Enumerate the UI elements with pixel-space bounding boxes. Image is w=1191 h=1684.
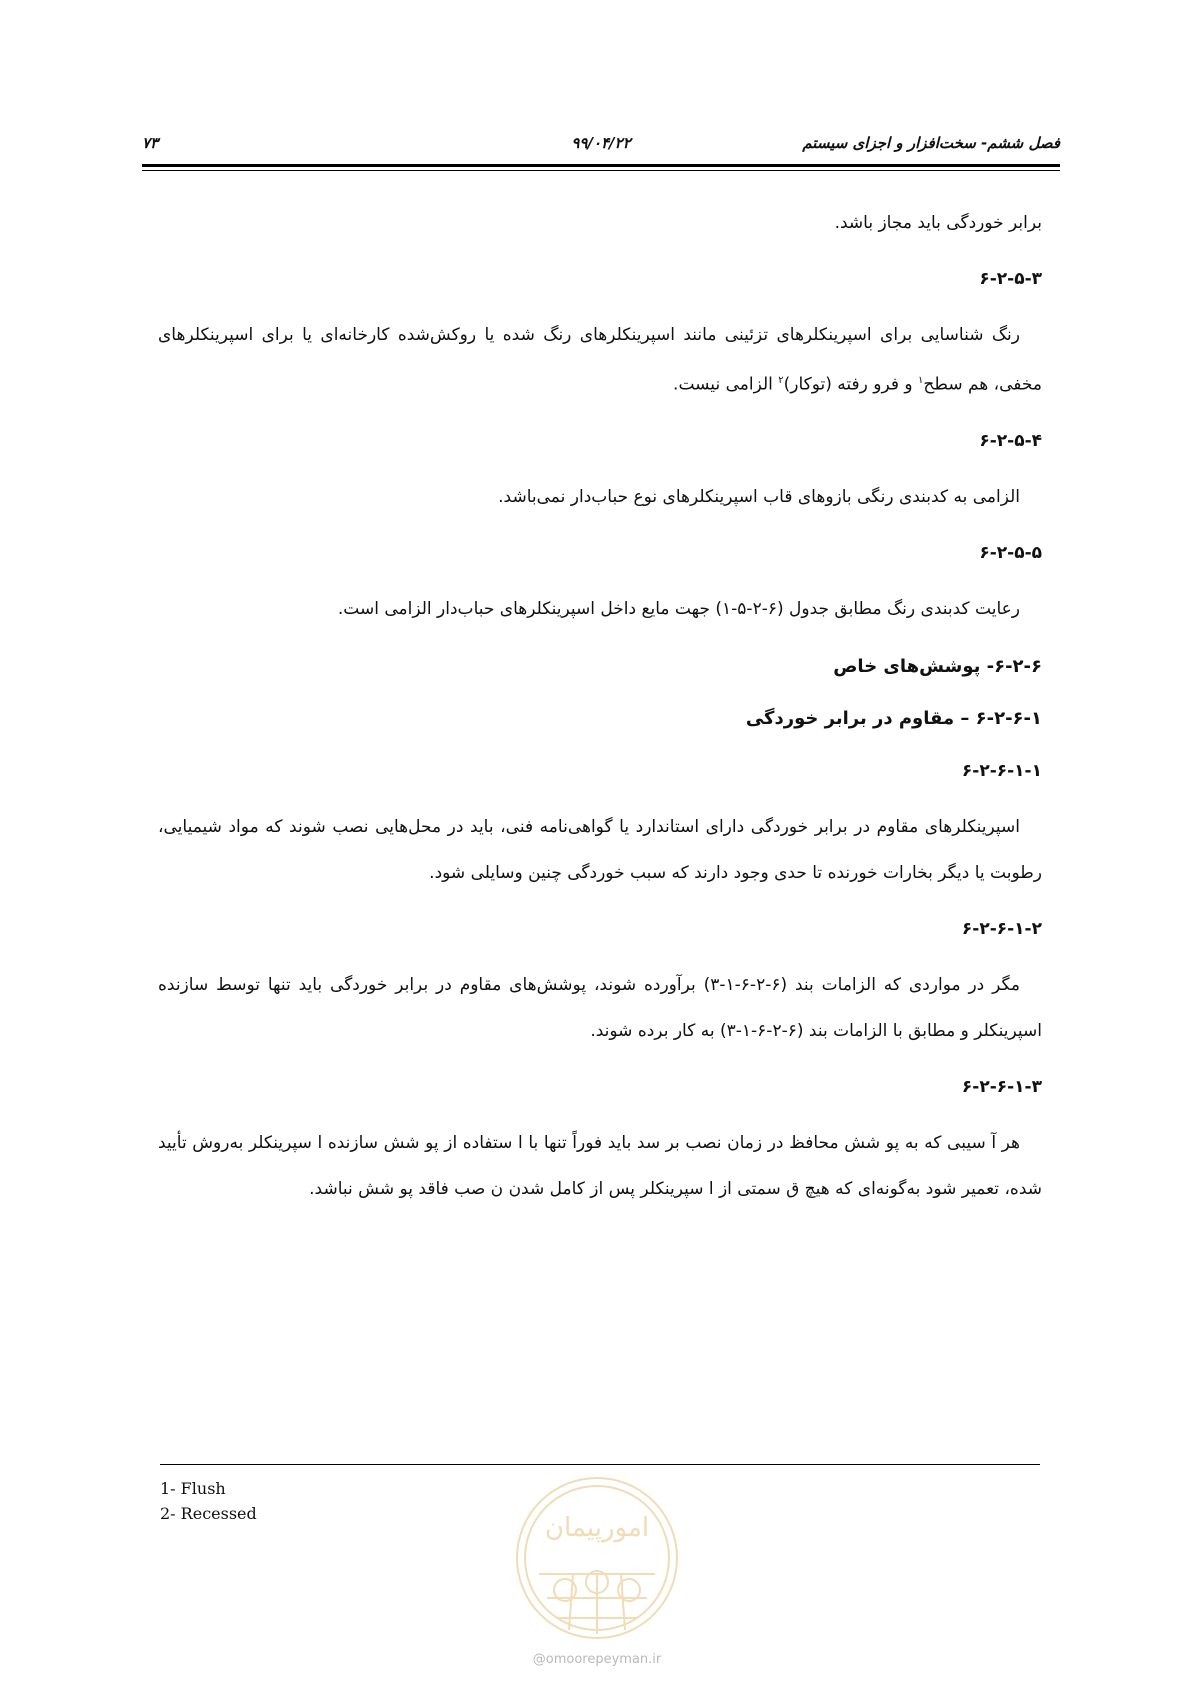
paragraph: رنگ شناسایی برای اسپرینکلرهای تزئینی مانند اسپرینکلرهای رنگ شده یا روکش‌شده کارخانه‌ای یا برای اسپرینکلرهای مخفی، هم سطح$^۱$ و فرو رفته (توکار)$^۲$ الزامی نیست. [158,325,1042,395]
footnote-item: 1- Flush [160,1479,226,1498]
paragraph: رعایت کدبندی رنگ مطابق جدول (۶-۲-۵-۱) جهت مایع داخل اسپرینکلرهای حباب‌دار الزامی است. [337,598,1020,619]
page-number: ۷۳ [142,134,159,152]
svg-text:امورپیمان: امورپیمان [544,1513,650,1543]
footnote-separator [160,1464,1040,1465]
section-number: ۶-۲-۵-۴ [979,430,1042,451]
section-heading: ۶-۲-۶-۱ – مقاوم در برابر خوردگی [745,707,1042,729]
watermark-seal-icon [513,1474,681,1642]
section-number: ۶-۲-۵-۳ [979,269,1042,289]
footnotes [160,1476,257,1526]
page-header [142,128,1060,158]
section-number: ۶-۲-۶-۱-۲ [961,918,1042,939]
section-number: ۶-۲-۵-۵ [979,542,1042,563]
section-heading: ۶-۲-۶- پوشش‌های خاص [833,655,1042,677]
footnote-item: 2- Recessed [160,1504,257,1523]
watermark-url: @omoorepeyman.ir [532,1652,662,1667]
header-rule-thin [142,170,1060,171]
paragraph: الزامی به کدبندی رنگی بازوهای قاب اسپرینکلرهای نوع حباب‌دار نمی‌باشد. [498,486,1020,507]
document-body [158,200,1042,1212]
paragraph: مگر در مواردی که الزامات بند (۶-۲-۶-۱-۳) برآورده شوند، پوشش‌های مقاوم در برابر خوردگی باید تنها توسط سازنده اسپرینکلر و مطابق با الزامات بند (۶-۲-۶-۱-۳) به کار برده شوند. [158,974,1042,1041]
section-number: ۶-۲-۶-۱-۳ [961,1076,1042,1097]
paragraph: برابر خوردگی باید مجاز باشد. [834,213,1042,233]
header-date: ۹۹/۰۴/۲۲ [571,134,631,152]
paragraph: هر آ سیبی که به پو شش محافظ در زمان نصب بر سد باید فوراً تنها با ا ستفاده از پو شش سازنده ا سپرینکلر به‌روش تأیید شده، تعمیر شود به‌گونه‌ای که هیچ ق سمتی از ا سپرینکلر پس از کامل شدن ن صب فاقد پو شش نباشد. [158,1132,1042,1199]
section-number: ۶-۲-۶-۱-۱ [961,760,1042,781]
chapter-title: فصل ششم- سخت‌افزار و اجزای سیستم [802,134,1060,152]
header-rule-thick [142,164,1060,167]
paragraph: اسپرینکلرهای مقاوم در برابر خوردگی دارای استاندارد یا گواهی‌نامه فنی، باید در محل‌هایی نصب شوند که مواد شیمیایی، رطوبت یا دیگر بخارات خورنده تا حدی وجود دارند که سبب خوردگی چنین وسایلی شود. [158,816,1042,883]
